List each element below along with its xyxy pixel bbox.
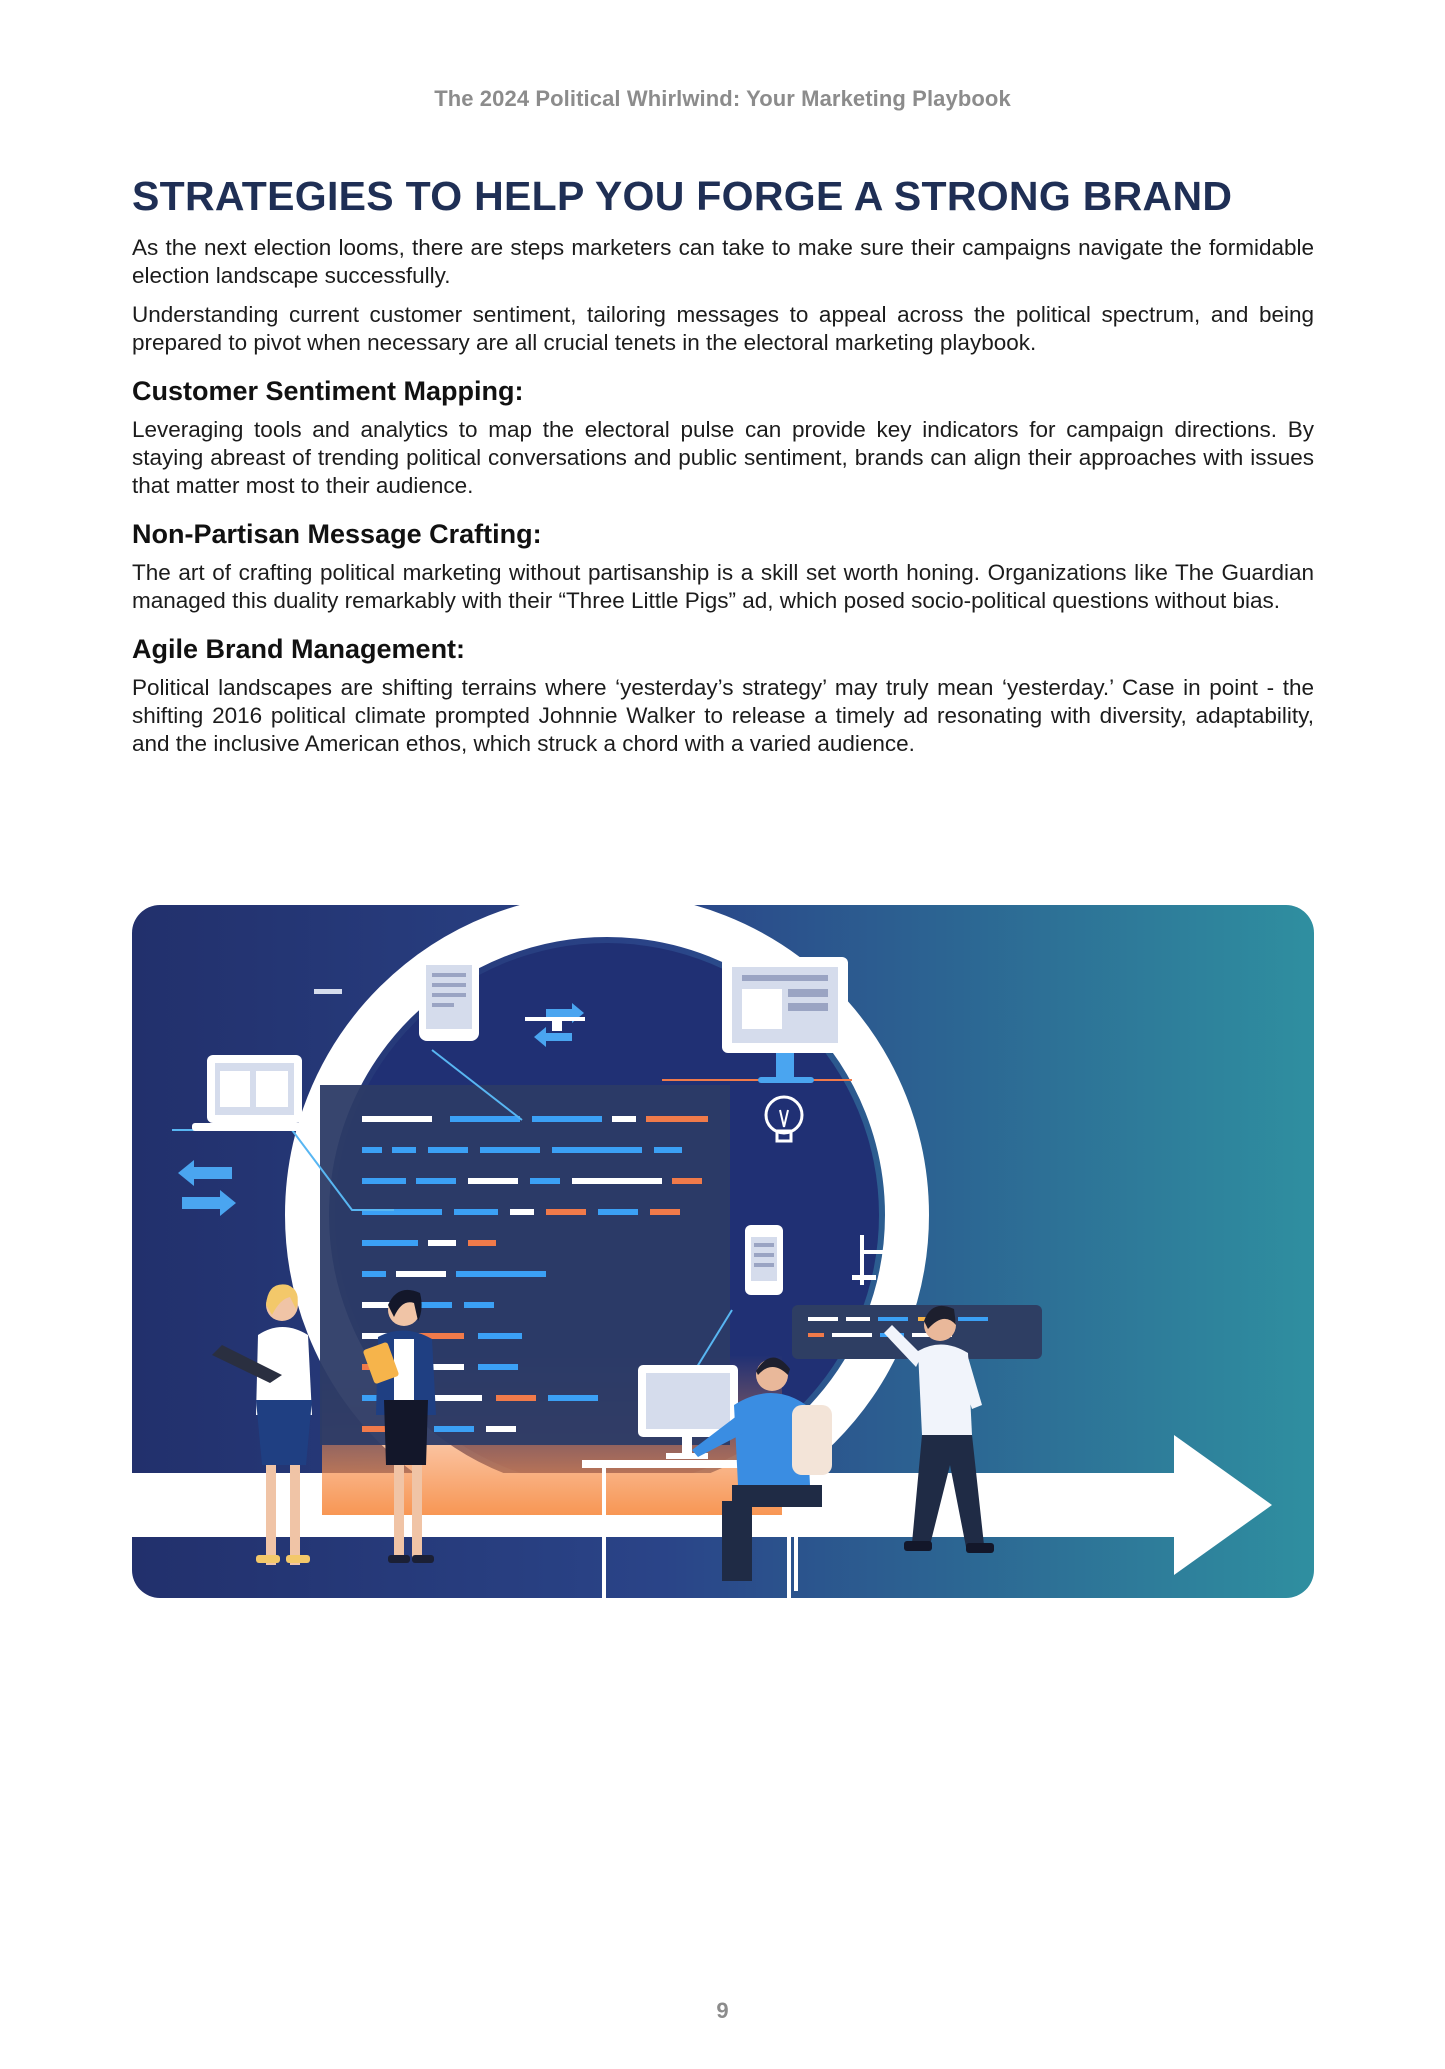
section-heading-customer-sentiment: Customer Sentiment Mapping: (132, 376, 524, 406)
section-body-agile-brand: Political landscapes are shifting terrains where ‘yesterday’s strategy’ may truly mean ‘yesterday.’ Case in point - the shifting 2016 political climate prompted Johnnie Walker to release a timely ad resonating with diversity, adaptability, and the inclusive American ethos, which struck a chord with a varied audience. (132, 675, 1314, 756)
main-content (132, 168, 1314, 769)
section-heading-non-partisan: Non-Partisan Message Crafting: (132, 519, 542, 549)
laptop-icon (192, 1055, 317, 1131)
section-heading-agile-brand: Agile Brand Management: (132, 634, 466, 664)
running-header: The 2024 Political Whirlwind: Your Marketing Playbook (434, 86, 1011, 111)
signal-bar (314, 989, 342, 994)
page-number: 9 (716, 1998, 729, 2023)
intro-paragraph: As the next election looms, there are steps marketers can take to make sure their campaigns navigate the formidable election landscape successfully. (132, 235, 1314, 288)
team-strategy-illustration (132, 905, 1314, 1598)
intro-paragraph: Understanding current customer sentiment, tailoring messages to appeal across the political spectrum, and being prepared to pivot when necessary are all crucial tenets in the electoral marketing playbook. (132, 302, 1314, 355)
section-body-customer-sentiment: Leveraging tools and analytics to map the electoral pulse can provide key indicators for campaign directions. By staying abreast of trending political conversations and public sentiment, brands can align their approaches with issues that matter most to their audience. (132, 417, 1314, 498)
illustration-svg (132, 905, 1314, 1598)
page-title: STRATEGIES TO HELP YOU FORGE A STRONG BRAND (132, 173, 1233, 219)
tablet-icon (419, 953, 479, 1041)
phone-icon (745, 1225, 783, 1295)
section-body-non-partisan: The art of crafting political marketing without partisanship is a skill set worth honing. Organizations like The Guardian managed this duality remarkably with their “Three Little Pigs” ad, which posed socio-political questions without bias. (132, 560, 1314, 613)
